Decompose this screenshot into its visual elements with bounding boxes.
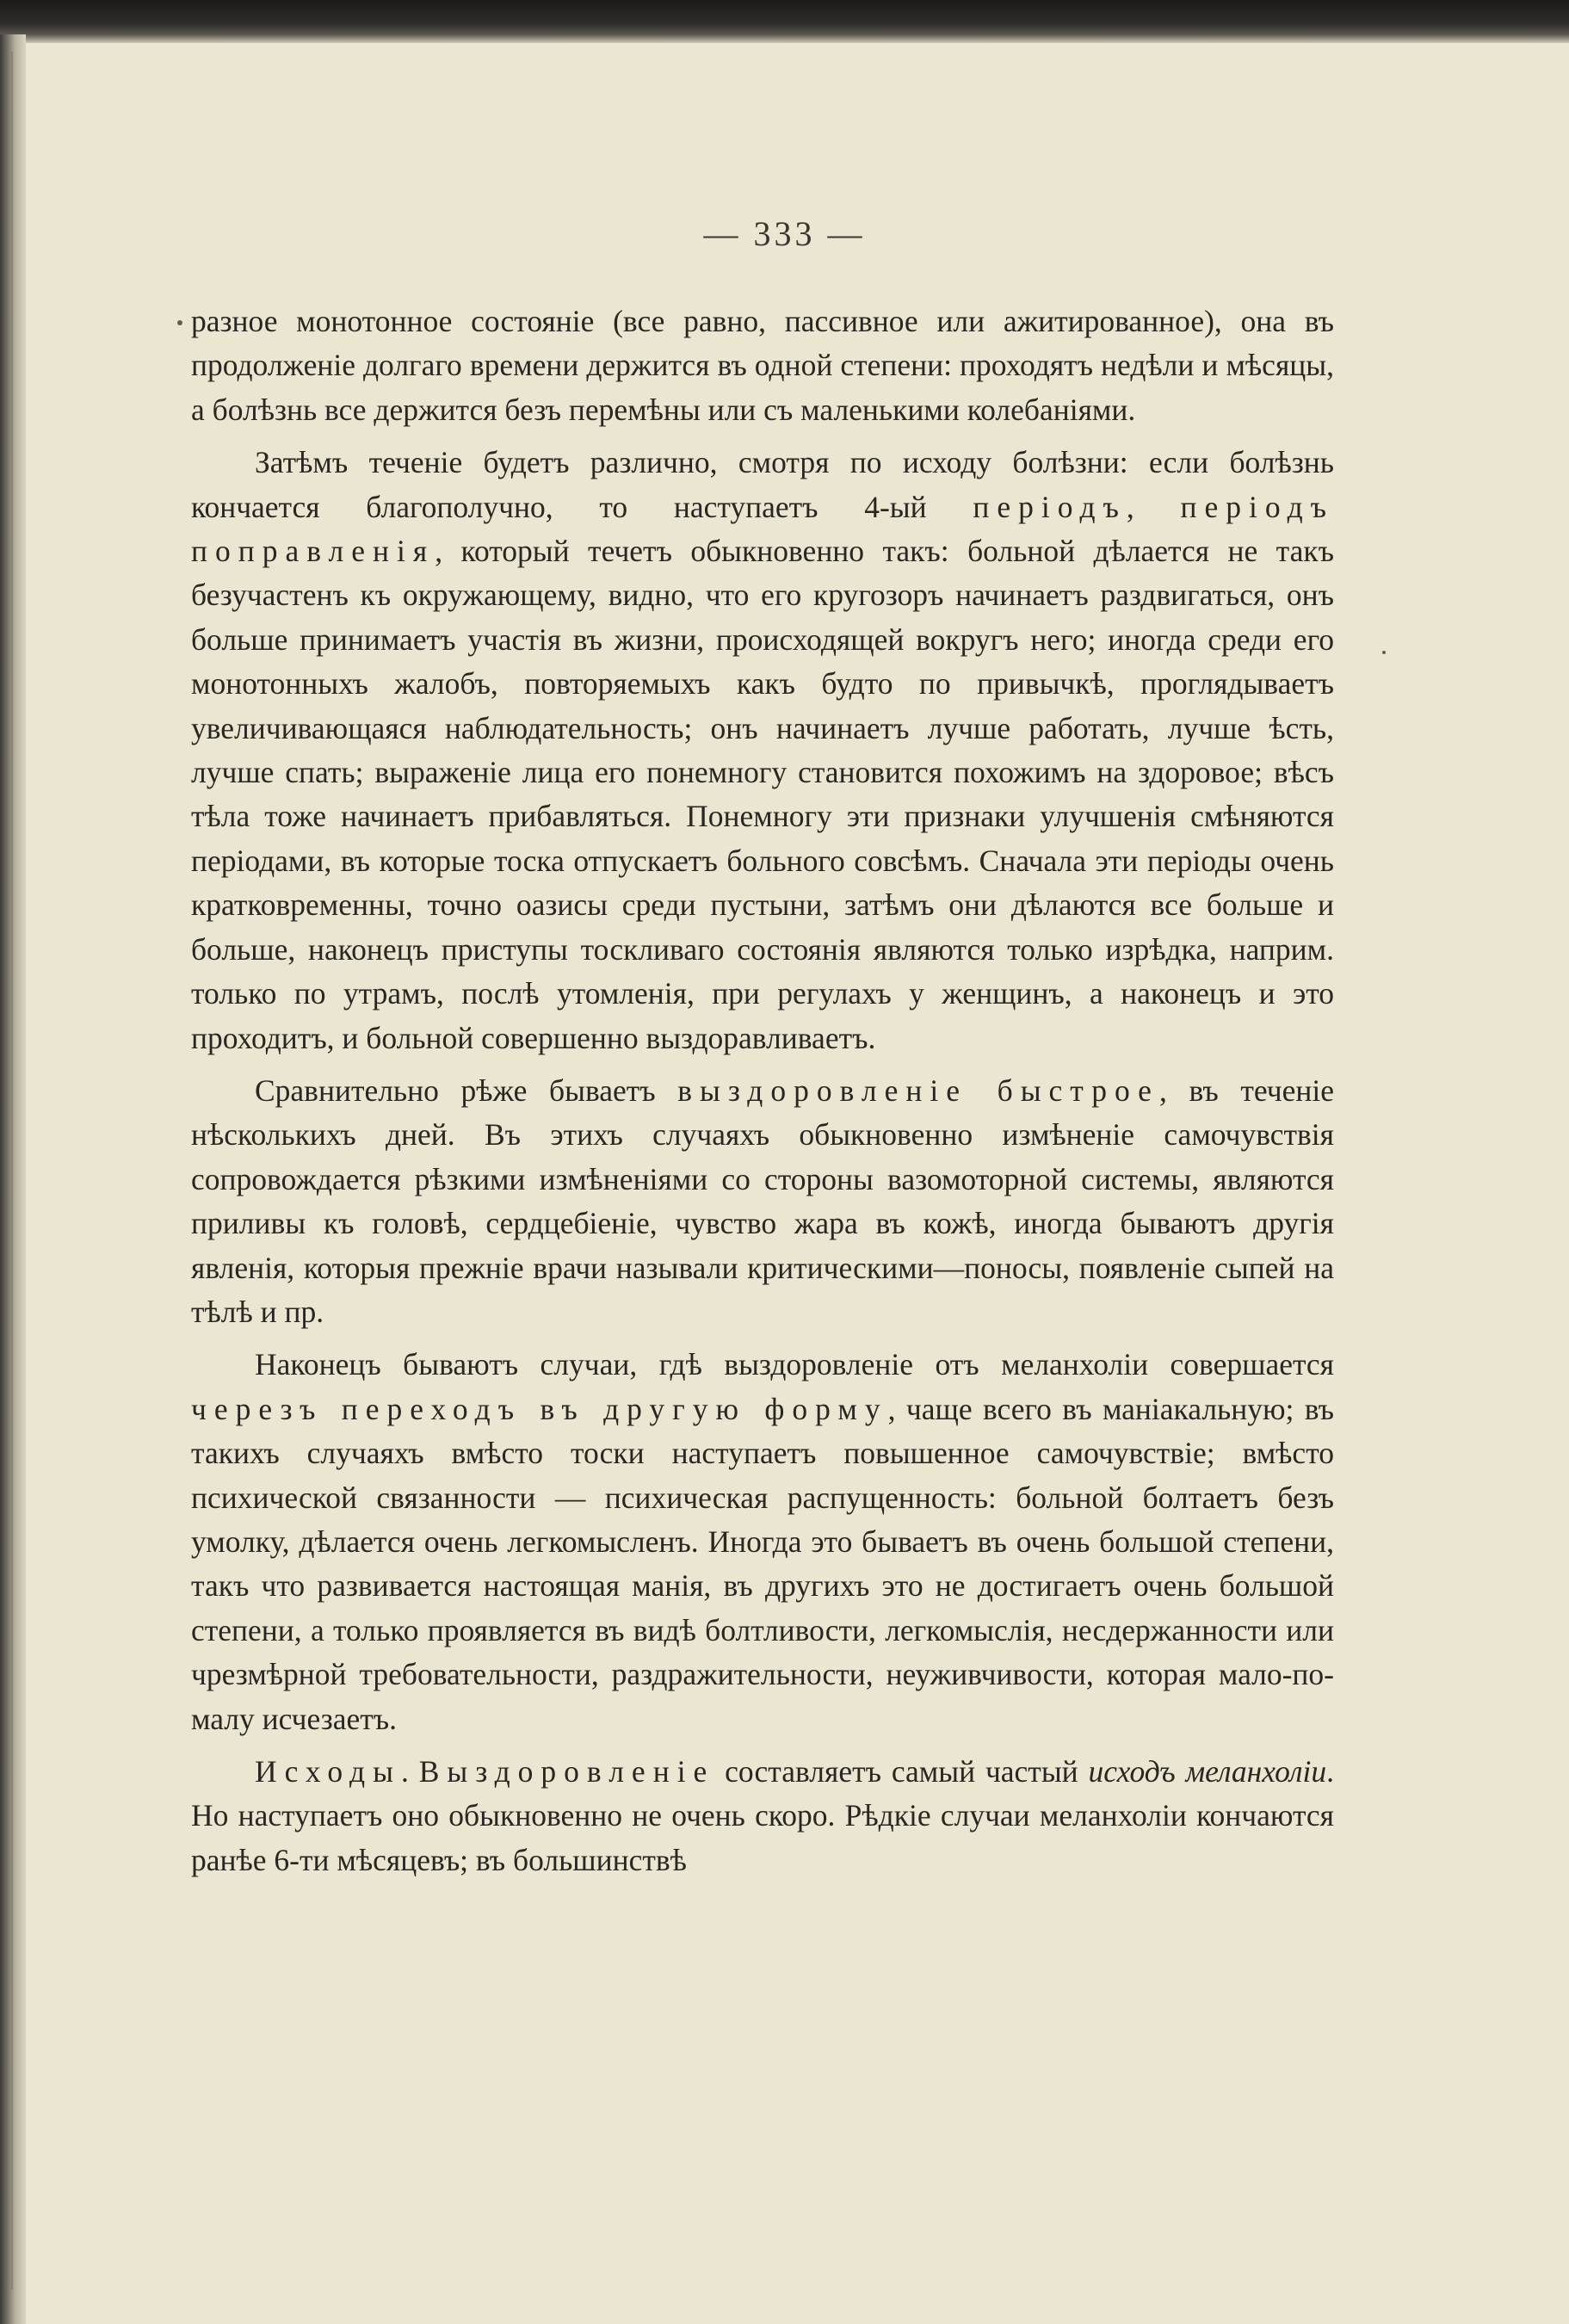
paragraph-p4 xyxy=(191,1343,1334,1741)
text-run: Затѣмъ теченіе будетъ различно, смотря по исходу болѣзни: если болѣзнь кончается благополучно, то наступаетъ 4-ый xyxy=(191,445,1334,524)
text-run: . Но наступаетъ оно обыкновенно не очень скоро. Рѣдкіе случаи меланхоліи кончаются ранѣе 6-ти мѣсяцевъ; въ большинствѣ xyxy=(191,1754,1334,1877)
spaced-emphasis: періодъ xyxy=(973,489,1127,524)
spaced-emphasis: Исходы xyxy=(255,1754,401,1789)
paragraph-p2 xyxy=(191,441,1334,1060)
ink-speck xyxy=(177,320,182,325)
text-run: , чаще всего въ маніакальную; въ такихъ случаяхъ вмѣсто тоски наступаетъ повышенное самочувствіе; вмѣсто психической связанности — психическая распущенность: больной болтаетъ безъ умолку, дѣлается очень легкомысленъ. Иногда это бываетъ въ очень большой степени, такъ что развивается настоящая манія, въ другихъ это не достигаетъ очень большой степени, а только проявляется въ видѣ болтливости, легкомыслія, несдержанности или чрезмѣрной требовательности, раздражительности, неуживчивости, которая мало-по-малу исчезаетъ. xyxy=(191,1391,1334,1736)
text-run: составляетъ самый частый xyxy=(714,1754,1089,1789)
text-run: , xyxy=(1126,489,1181,524)
ink-speck xyxy=(1382,651,1386,654)
text-run: Наконецъ бываютъ случаи, гдѣ выздоровленіе отъ меланхоліи совершается xyxy=(255,1347,1334,1382)
spaced-emphasis: періодъ поправленія xyxy=(191,489,1334,569)
spaced-emphasis: выздоровленіе быстрое xyxy=(677,1072,1159,1108)
text-run: . xyxy=(400,1754,419,1789)
paragraph-p3 xyxy=(191,1069,1334,1334)
text-run: разное монотонное состояніе (все равно, пассивное или ажитированное), она въ продолженіе долгаго времени держится въ одной степени: проходятъ недѣли и мѣсяцы, а болѣзнь все держится безъ перемѣны или съ маленькими колебаніями. xyxy=(191,304,1334,427)
paragraph-p1 xyxy=(191,300,1334,432)
binding-shadow-line xyxy=(9,52,13,2290)
paragraph-p5 xyxy=(191,1750,1334,1882)
text-run: , который течетъ обыкновенно такъ: больной дѣлается не такъ безучастенъ къ окружающему, видно, что его кругозоръ начинаетъ раздвигаться, онъ больше принимаетъ участія въ жизни, происходящей вокругъ него; иногда среди его монотонныхъ жалобъ, повторяемыхъ какъ будто по привычкѣ, проглядываетъ увеличивающаяся наблюдательность; онъ начинаетъ лучше работать, лучше ѣсть, лучше спать; выраженіе лица его понемногу становится похожимъ на здоровое; вѣсъ тѣла тоже начинаетъ прибавляться. Понемногу эти признаки улучшенія смѣняются періодами, въ которые тоска отпускаетъ больного совсѣмъ. Сначала эти періоды очень кратковременны, точно оазисы среди пустыни, затѣмъ они дѣлаются все больше и больше, наконецъ приступы тоскливаго состоянія являются только изрѣдка, наприм. только по утрамъ, послѣ утомленія, при регулахъ у женщинъ, а наконецъ и это проходитъ, и больной совершенно выздоравливаетъ. xyxy=(191,534,1334,1055)
body-text xyxy=(191,300,1334,1891)
scan-binding-edge xyxy=(0,34,26,2324)
page-number: — 333 — xyxy=(703,214,866,253)
scan-top-edge xyxy=(0,0,1569,43)
text-run: Сравнительно рѣже бываетъ xyxy=(255,1072,678,1108)
italic-emphasis: исходъ меланхоліи xyxy=(1088,1754,1327,1789)
text-run: , въ теченіе нѣсколькихъ дней. Въ этихъ случаяхъ обыкновенно измѣненіе самочувствія сопровождается рѣзкими измѣненіями со стороны вазомоторной системы, являются приливы къ головѣ, сердцебіеніе, чувство жара въ кожѣ, иногда бываютъ другія явленія, которыя прежніе врачи называли критическими—поносы, появленіе сыпей на тѣлѣ и пр. xyxy=(191,1072,1334,1329)
spaced-emphasis: черезъ переходъ въ другую форму xyxy=(191,1391,888,1426)
spaced-emphasis: Выздоровленіе xyxy=(418,1754,715,1789)
